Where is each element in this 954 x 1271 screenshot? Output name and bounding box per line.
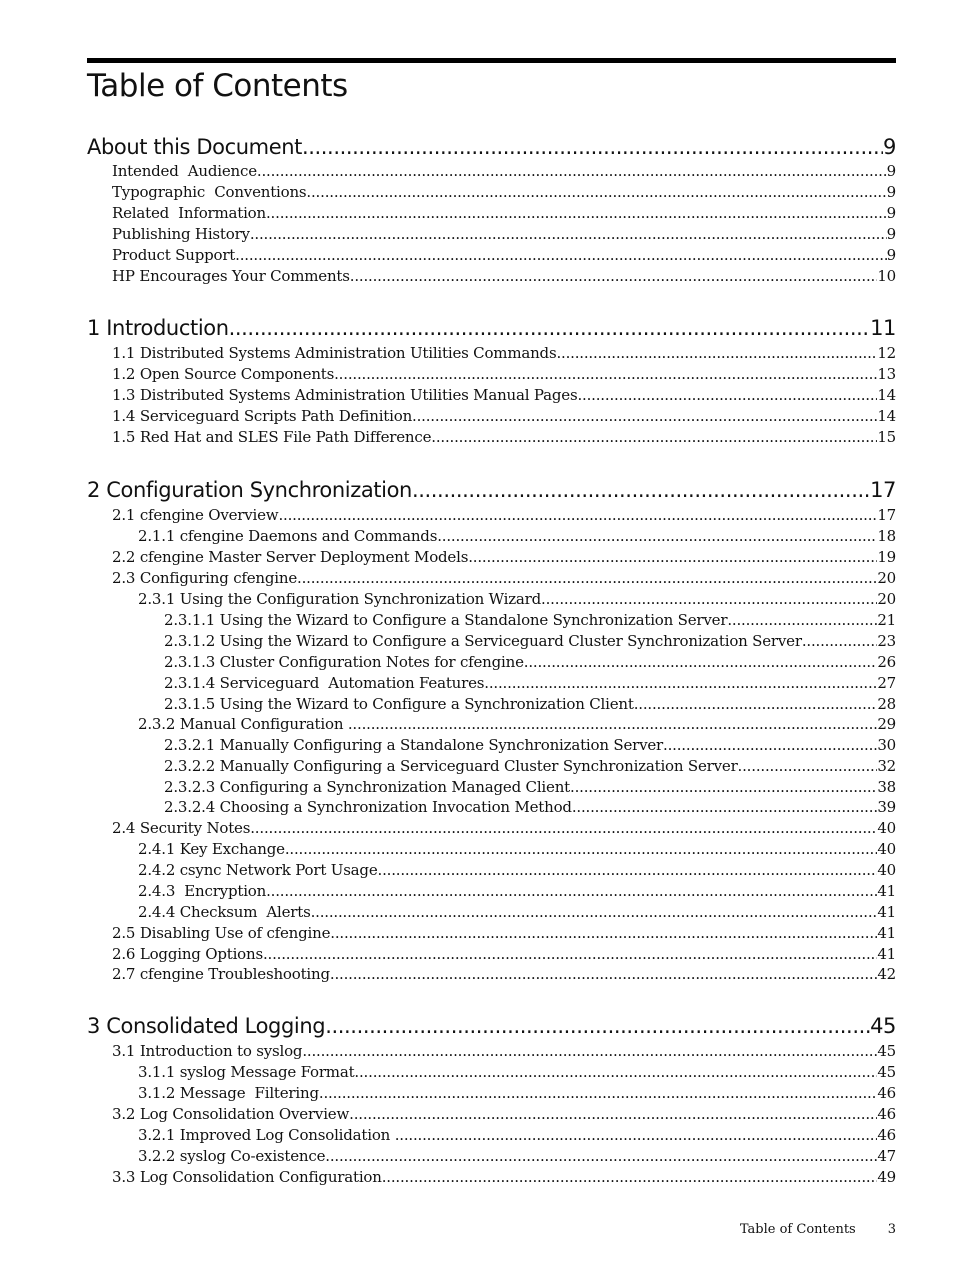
toc-entry-title: 2.4.1 Key Exchange xyxy=(138,840,285,858)
dot-leader xyxy=(349,1104,877,1124)
toc-entry-page: 45 xyxy=(877,1042,896,1060)
toc-entry-title: 2.3.2.3 Configuring a Synchronization Managed Client xyxy=(164,778,570,796)
toc-entry-page: 46 xyxy=(877,1084,896,1102)
dot-leader xyxy=(378,860,878,880)
toc-entry[interactable] xyxy=(112,266,896,286)
toc-entry-title: 2.1 cfengine Overview xyxy=(112,506,279,524)
toc-entry[interactable] xyxy=(164,777,896,797)
toc-entry-page: 20 xyxy=(877,569,896,587)
toc-entry-page: 13 xyxy=(877,365,896,383)
toc-entry-title: 2.4.4 Checksum Alerts xyxy=(138,903,311,921)
toc-entry-title: 2.3.2.4 Choosing a Synchronization Invocation Method xyxy=(164,798,572,816)
toc-entry[interactable] xyxy=(112,1167,896,1187)
dot-leader xyxy=(334,364,877,384)
dot-leader xyxy=(302,133,883,161)
dot-leader xyxy=(302,1041,877,1061)
toc-entry[interactable] xyxy=(112,224,896,244)
toc-entry-title: 2.6 Logging Options xyxy=(112,945,263,963)
toc-entry-title: 3.3 Log Consolidation Configuration xyxy=(112,1168,382,1186)
dot-leader xyxy=(250,224,887,244)
toc-entry-page: 14 xyxy=(877,386,896,404)
toc-entry-page: 41 xyxy=(877,882,896,900)
toc-entry-title: HP Encourages Your Comments xyxy=(112,267,350,285)
toc-entry[interactable] xyxy=(138,589,896,609)
toc-entry[interactable] xyxy=(138,839,896,859)
dot-leader xyxy=(350,266,878,286)
toc-entry[interactable] xyxy=(164,797,896,817)
dot-leader xyxy=(738,756,878,776)
toc-entry-page: 11 xyxy=(870,316,896,340)
toc-entry[interactable] xyxy=(112,923,896,943)
toc-entry-title: 2.7 cfengine Troubleshooting xyxy=(112,965,330,983)
toc-entry-page: 26 xyxy=(877,653,896,671)
toc-entry-page: 21 xyxy=(877,611,896,629)
toc-entry-page: 30 xyxy=(877,736,896,754)
toc-entry-page: 23 xyxy=(877,632,896,650)
page-footer xyxy=(740,1222,896,1237)
toc-entry-page: 40 xyxy=(877,819,896,837)
dot-leader xyxy=(235,245,887,265)
toc-chapter[interactable] xyxy=(87,1012,896,1040)
toc-entry-title: 2.1.1 cfengine Daemons and Commands xyxy=(138,527,438,545)
toc-entry-title: 2.3.1.2 Using the Wizard to Configure a Serviceguard Cluster Synchronization Server xyxy=(164,632,802,650)
toc-entry[interactable] xyxy=(138,526,896,546)
toc-entry[interactable] xyxy=(112,505,896,525)
footer-page-number: 3 xyxy=(887,1222,896,1237)
dot-leader xyxy=(319,1083,877,1103)
toc-entry[interactable] xyxy=(112,343,896,363)
toc-entry-page: 47 xyxy=(877,1147,896,1165)
dot-leader xyxy=(484,673,877,693)
toc-entry-page: 10 xyxy=(877,267,896,285)
dot-leader xyxy=(278,505,877,525)
toc-entry-page: 45 xyxy=(870,1014,896,1038)
toc-entry-title: Publishing History xyxy=(112,225,250,243)
toc-entry-title: 2.4.3 Encryption xyxy=(138,882,267,900)
dot-leader xyxy=(229,314,870,342)
toc-entry[interactable] xyxy=(112,385,896,405)
dot-leader xyxy=(285,839,878,859)
toc-entry-title: 2.3.2.1 Manually Configuring a Standalone Synchronization Server xyxy=(164,736,664,754)
dot-leader xyxy=(257,161,887,181)
toc-entry-title: 3.1 Introduction to syslog xyxy=(112,1042,303,1060)
toc-entry-page: 32 xyxy=(877,757,896,775)
toc-chapter[interactable] xyxy=(87,314,896,342)
dot-leader xyxy=(266,881,877,901)
toc-entry[interactable] xyxy=(112,364,896,384)
toc-entry-page: 28 xyxy=(877,695,896,713)
toc-entry-page: 27 xyxy=(877,674,896,692)
dot-leader xyxy=(330,964,877,984)
dot-leader xyxy=(354,1062,877,1082)
toc-entry-page: 29 xyxy=(877,715,896,733)
dot-leader xyxy=(572,797,877,817)
toc-entry[interactable] xyxy=(112,161,896,181)
dot-leader xyxy=(306,182,886,202)
toc-entry-title: 2.4 Security Notes xyxy=(112,819,251,837)
dot-leader xyxy=(250,818,877,838)
toc-entry-title: 1.3 Distributed Systems Administration Utilities Manual Pages xyxy=(112,386,578,404)
toc-entry-title: Product Support xyxy=(112,246,236,264)
dot-leader xyxy=(468,547,877,567)
toc-entry[interactable] xyxy=(164,610,896,630)
toc-entry-page: 40 xyxy=(877,840,896,858)
toc-entry[interactable] xyxy=(138,1083,896,1103)
dot-leader xyxy=(325,1012,870,1040)
toc-entry-title: Intended Audience xyxy=(112,162,257,180)
toc-entry-title: 2.3.1.5 Using the Wizard to Configure a Synchronization Client xyxy=(164,695,634,713)
toc-entry[interactable] xyxy=(112,1104,896,1124)
toc-entry[interactable] xyxy=(112,427,896,447)
toc-entry-page: 20 xyxy=(877,590,896,608)
toc-entry[interactable] xyxy=(138,1146,896,1166)
toc-entry-page: 40 xyxy=(877,861,896,879)
toc-entry-title: 3 Consolidated Logging xyxy=(87,1014,326,1038)
dot-leader xyxy=(266,203,887,223)
toc-entry[interactable] xyxy=(138,714,896,734)
toc-entry-title: 1 Introduction xyxy=(87,316,229,340)
toc-entry[interactable] xyxy=(164,673,896,693)
toc-entry-page: 15 xyxy=(877,428,896,446)
dot-leader xyxy=(412,476,870,504)
toc-entry[interactable] xyxy=(138,902,896,922)
toc-entry-page: 9 xyxy=(886,162,896,180)
toc-entry-page: 9 xyxy=(886,246,896,264)
toc-entry[interactable] xyxy=(138,881,896,901)
toc-entry-title: 2.4.2 csync Network Port Usage xyxy=(138,861,378,879)
toc-entry[interactable] xyxy=(112,568,896,588)
toc-entry[interactable] xyxy=(138,860,896,880)
toc-entry-title: About this Document xyxy=(87,135,302,159)
footer-label: Table of Contents xyxy=(739,1222,856,1237)
toc-entry-title: 2.3.1.4 Serviceguard Automation Features xyxy=(164,674,485,692)
dot-leader xyxy=(577,385,877,405)
dot-leader xyxy=(263,944,877,964)
toc-entry-title: 2.3.2.2 Manually Configuring a Serviceguard Cluster Synchronization Server xyxy=(164,757,738,775)
dot-leader xyxy=(325,1146,877,1166)
toc-entry-title: 2.2 cfengine Master Server Deployment Models xyxy=(112,548,469,566)
toc-entry-page: 46 xyxy=(877,1126,896,1144)
toc-entry-title: 2.3.1 Using the Configuration Synchronization Wizard xyxy=(138,590,542,608)
toc-entry-page: 42 xyxy=(877,965,896,983)
toc-entry-page: 45 xyxy=(877,1063,896,1081)
toc-entry-page: 41 xyxy=(877,945,896,963)
toc-entry[interactable] xyxy=(164,735,896,755)
toc-entry-page: 41 xyxy=(877,903,896,921)
toc-entry[interactable] xyxy=(164,756,896,776)
toc-entry[interactable] xyxy=(138,1125,896,1145)
toc-entry-page: 46 xyxy=(877,1105,896,1123)
dot-leader xyxy=(382,1167,878,1187)
dot-leader xyxy=(524,652,878,672)
toc-entry-title: 3.2 Log Consolidation Overview xyxy=(112,1105,350,1123)
dot-leader xyxy=(663,735,877,755)
dot-leader xyxy=(311,902,878,922)
dot-leader xyxy=(330,923,877,943)
dot-leader xyxy=(348,714,877,734)
toc-entry-title: 2.3.1.1 Using the Wizard to Configure a Standalone Synchronization Server xyxy=(164,611,728,629)
toc-entry-title: 3.1.2 Message Filtering xyxy=(138,1084,319,1102)
dot-leader xyxy=(431,427,877,447)
toc-entry-title: 3.2.2 syslog Co-existence xyxy=(138,1147,326,1165)
toc-entry[interactable] xyxy=(112,964,896,984)
toc-entry-page: 9 xyxy=(886,204,896,222)
toc-entry-title: 2 Configuration Synchronization xyxy=(87,478,412,502)
toc-entry[interactable] xyxy=(164,631,896,651)
toc-entry[interactable] xyxy=(112,818,896,838)
toc-entry-page: 12 xyxy=(877,344,896,362)
toc-entry-page: 41 xyxy=(877,924,896,942)
toc-chapter[interactable] xyxy=(87,133,896,161)
dot-leader xyxy=(802,631,877,651)
toc-entry-page: 18 xyxy=(877,527,896,545)
toc-entry-title: 2.3.1.3 Cluster Configuration Notes for cfengine xyxy=(164,653,524,671)
toc-entry[interactable] xyxy=(112,406,896,426)
toc-entry-title: 3.1.1 syslog Message Format xyxy=(138,1063,355,1081)
toc-entry[interactable] xyxy=(112,944,896,964)
toc-entry[interactable] xyxy=(112,245,896,265)
toc-chapter[interactable] xyxy=(87,476,896,504)
toc-entry-page: 17 xyxy=(877,506,896,524)
dot-leader xyxy=(297,568,877,588)
toc-entry[interactable] xyxy=(112,547,896,567)
toc-entry-title: 2.5 Disabling Use of cfengine xyxy=(112,924,331,942)
toc-entry[interactable] xyxy=(164,694,896,714)
toc-entry-title: Related Information xyxy=(112,204,266,222)
dot-leader xyxy=(541,589,877,609)
toc-entry[interactable] xyxy=(138,1062,896,1082)
dot-leader xyxy=(570,777,877,797)
toc-entry-page: 14 xyxy=(877,407,896,425)
toc-entry-page: 49 xyxy=(877,1168,896,1186)
toc-entry[interactable] xyxy=(112,1041,896,1061)
dot-leader xyxy=(727,610,877,630)
toc-entry-page: 9 xyxy=(886,225,896,243)
dot-leader xyxy=(395,1125,878,1145)
dot-leader xyxy=(634,694,878,714)
toc-entry-title: 1.5 Red Hat and SLES File Path Difference xyxy=(112,428,432,446)
toc-entry-page: 38 xyxy=(877,778,896,796)
dot-leader xyxy=(412,406,877,426)
dot-leader xyxy=(437,526,877,546)
toc-entry-title: 3.2.1 Improved Log Consolidation xyxy=(138,1126,395,1144)
toc-entry-title: Typographic Conventions xyxy=(112,183,307,201)
toc-entry-title: 2.3 Configuring cfengine xyxy=(112,569,298,587)
dot-leader xyxy=(556,343,877,363)
toc-entry-page: 39 xyxy=(877,798,896,816)
toc-entry-page: 9 xyxy=(883,135,896,159)
toc-entry-title: 1.2 Open Source Components xyxy=(112,365,335,383)
toc-entry[interactable] xyxy=(112,203,896,223)
toc-entry-title: 1.4 Serviceguard Scripts Path Definition xyxy=(112,407,413,425)
toc-entry[interactable] xyxy=(164,652,896,672)
toc-entry-page: 19 xyxy=(877,548,896,566)
page-title: Table of Contents xyxy=(87,68,348,104)
toc-entry-page: 17 xyxy=(870,478,896,502)
toc-entry[interactable] xyxy=(112,182,896,202)
toc-entry-title: 2.3.2 Manual Configuration xyxy=(138,715,348,733)
toc-entry-page: 9 xyxy=(886,183,896,201)
toc-entry-title: 1.1 Distributed Systems Administration Utilities Commands xyxy=(112,344,557,362)
